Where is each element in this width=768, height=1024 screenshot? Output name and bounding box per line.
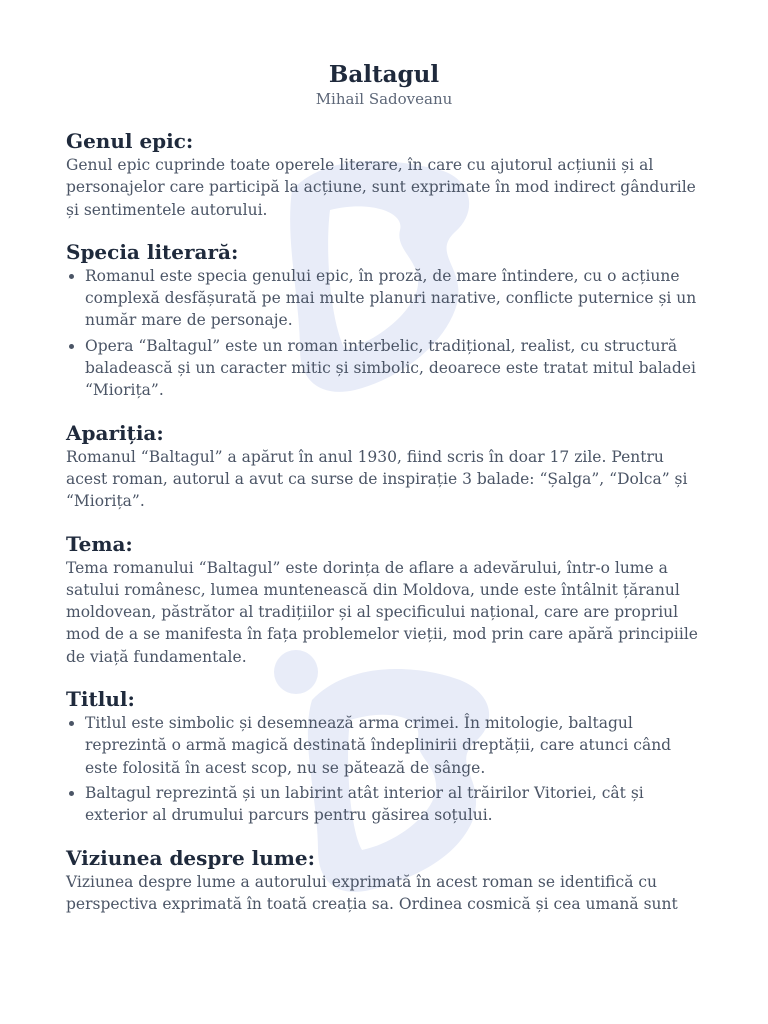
section-heading: Titlul: (66, 687, 135, 712)
list-item: • Opera “Baltagul” este un roman interbelic, tradițional, realist, cu structură baladească și un caracter mitic și simbolic, deoarece este tratat mitul baladei “Miorița”. (85, 335, 702, 402)
document-author: Mihail Sadoveanu (315, 90, 453, 108)
list-item: • Titlul este simbolic și desemnează arma crimei. În mitologie, baltagul reprezintă o armă magică destinată îndeplinirii dreptății, care atunci când este folosită în acest scop, nu se pătează de sânge. (85, 712, 702, 779)
section-heading: Viziunea despre lume: (66, 845, 316, 870)
section-paragraph: Genul epic cuprinde toate operele literare, în care cu ajutorul acțiunii și al personajelor care participă la acțiune, sunt exprimate în mod indirect gândurile și sentimentele autorului. (66, 156, 696, 219)
section-viziunea (66, 845, 702, 916)
section-heading: Apariția: (66, 420, 164, 445)
bullet-list (66, 712, 702, 826)
section-aparitia (66, 420, 702, 513)
section-heading: Genul epic: (66, 129, 194, 153)
section-genul-epic (66, 128, 702, 221)
section-titlul (66, 686, 702, 826)
section-paragraph: Tema romanului “Baltagul” este dorința de aflare a adevărului, într-o lume a satului românesc, lumea muntenească din Moldova, unde este întâlnit țăranul moldovean, păstrător al tradițiilor și al specificului național, care are propriul mod de a se manifesta în fața problemelor vieții, mod prin care apără principiile de viață fundamentale. (66, 558, 698, 666)
list-item: • Romanul este specia genului epic, în proză, de mare întindere, cu o acțiune complexă desfășurată pe mai multe planuri narative, conflicte puternice și un număr mare de personaje. (85, 265, 702, 332)
section-tema (66, 531, 702, 668)
document-title: Baltagul (328, 61, 440, 88)
section-paragraph: Viziunea despre lume a autorului exprimată în acest roman se identifică cu perspectiva exprimată în toată creația sa. Ordinea cosmică și cea umană sunt (66, 872, 678, 913)
section-heading: Specia literară: (66, 239, 239, 264)
document-header (66, 0, 702, 108)
section-specia-literara (66, 239, 702, 402)
section-heading: Tema: (66, 531, 133, 556)
section-paragraph: Romanul “Baltagul” a apărut în anul 1930, fiind scris în doar 17 zile. Pentru acest roman, autorul a avut ca surse de inspirație 3 balade: “Șalga”, “Dolca” și “Miorița”. (66, 447, 688, 511)
list-item: • Baltagul reprezintă și un labirint atât interior al trăirilor Vitoriei, cât și exterior al drumului parcurs pentru găsirea soțului. (85, 782, 702, 827)
bullet-list (66, 265, 702, 402)
